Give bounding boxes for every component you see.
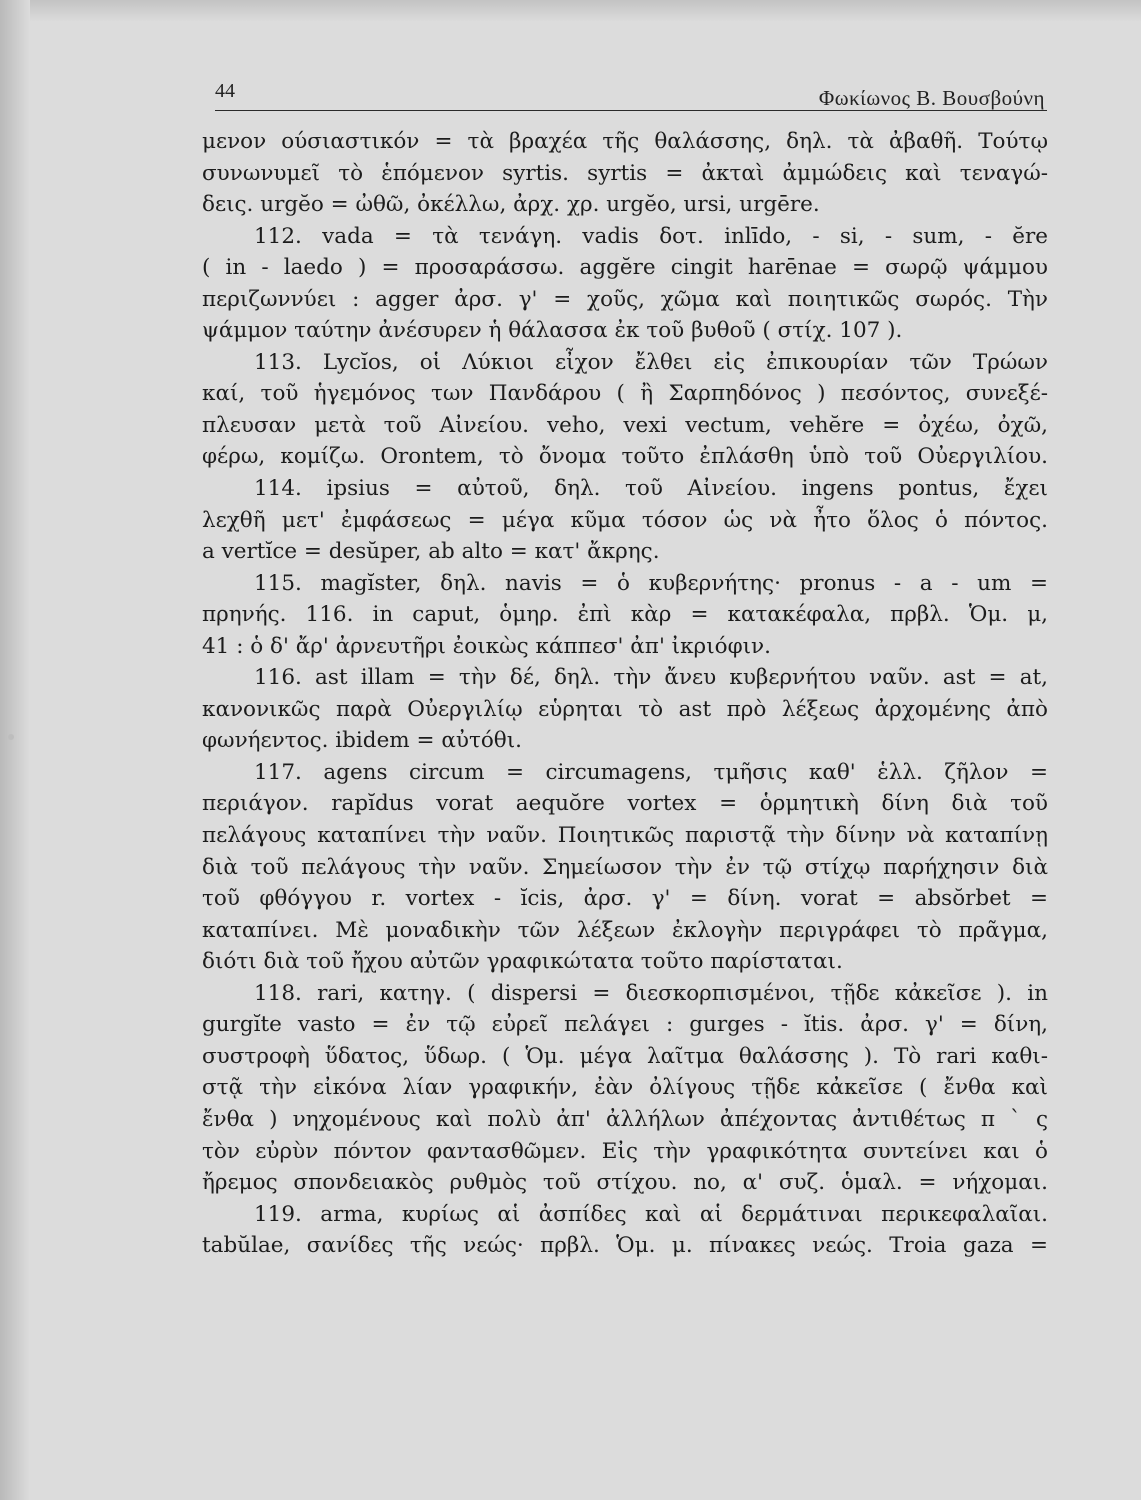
text-line: 119. arma, κυρίως αἱ ἀσπίδες καὶ αἱ δερμάτιναι περικεφαλαῖαι. (254, 1201, 1048, 1227)
text-line: συνωνυμεῖ τὸ ἑπόμενον syrtis. syrtis = ἀκταὶ ἀμμώδεις καὶ τεναγώ- (202, 160, 1048, 186)
text-line: μενον ούσιαστικόν = τὰ βραχέα τῆς θαλάσσης, δηλ. τὰ ἀβαθῆ. Τούτῳ (202, 129, 1048, 154)
text-line: gurgĭte vasto = ἐν τῷ εὐρεῖ πελάγει : gurges - ĭtis. ἀρσ. γ' = δίνη, (202, 1012, 1048, 1038)
text-line: tabŭlae, σανίδες τῆς νεώς· πρβλ. Ὁμ. μ. πίνακες νεώς. Troia gaza = (202, 1233, 1048, 1259)
text-line: ( in - laedo ) = προσαράσσω. aggĕre cingit harēnae = σωρῷ ψάμμου (202, 255, 1048, 281)
text-line: a vertĭce = desŭper, ab alto = κατ' ἄκρης. (202, 539, 660, 565)
text-line: 116. ast illam = τὴν δέ, δηλ. τὴν ἄνευ κυβερνήτου ναῦν. ast = at, (254, 665, 1048, 691)
text-line: ἔνθα ) νηχομένους καὶ πολὺ ἀπ' ἀλλήλων ἀπέχοντας ἀντιθέτως π ` ς (202, 1106, 1048, 1132)
text-line: 117. agens circum = circumagens, τμῆσις καθ' ἑλλ. ζῆλον = (254, 759, 1048, 785)
text-line: φωνήεντος. ibidem = αὐτόθι. (202, 728, 523, 754)
text-line: διὰ τοῦ πελάγους τὴν ναῦν. Σημείωσον τὴν ἐν τῷ στίχῳ παρήχησιν διὰ (202, 854, 1048, 880)
margin-speck (8, 734, 14, 740)
text-line: τὸν εὐρὺν πόντον φαντασθῶμεν. Εἰς τὴν γραφικότητα συντείνει και ὁ (202, 1138, 1048, 1164)
text-line: 41 : ὁ δ' ἄρ' ἀρνευτῆρι ἐοικὼς κάππεσ' ἀπ' ἰκριόφιν. (202, 633, 771, 659)
text-line: 112. vada = τὰ τενάγη. vadis δοτ. inlīdo, - si, - sum, - ĕre (254, 223, 1048, 249)
running-title: Φωκίωνος Β. Βουσβούνη (818, 86, 1045, 110)
text-line: διότι διὰ τοῦ ἤχου αὐτῶν γραφικώτατα τοῦτο παρίσταται. (202, 949, 843, 975)
text-line: καταπίνει. Μὲ μοναδικὴν τῶν λέξεων ἐκλογὴν περιγράφει τὸ πρᾶγμα, (202, 917, 1048, 943)
text-line: κανονικῶς παρὰ Οὐεργιλίῳ εὑρηται τὸ ast πρὸ λέξεως ἀρχομένης ἀπὸ (202, 696, 1048, 722)
text-line: συστροφὴ ὕδατος, ὕδωρ. ( Ὁμ. μέγα λαῖτμα θαλάσσης ). Τὸ rari καθι- (202, 1043, 1048, 1069)
text-line: τοῦ φθόγγου r. vortex - ĭcis, ἀρσ. γ' = δίνη. vorat = absŏrbet = (202, 886, 1048, 912)
text-line: φέρω, κομίζω. Orontem, τὸ ὄνομα τοῦτο ἐπλάσθη ὑπὸ τοῦ Οὐεργιλίου. (202, 444, 1048, 470)
text-line: καί, τοῦ ἡγεμόνος των Πανδάρου ( ἢ Σαρπηδόνος ) πεσόντος, συνεξέ- (202, 381, 1048, 407)
text-line: λεχθῆ μετ' ἐμφάσεως = μέγα κῦμα τόσον ὡς νὰ ἦτο ὅλος ὁ πόντος. (202, 507, 1048, 533)
text-line: πρηνής. 116. in caput, ὁμηρ. ἐπὶ κὰρ = κατακέφαλα, πρβλ. Ὁμ. μ, (202, 602, 1048, 628)
body-text (202, 126, 1048, 1262)
text-line: ψάμμον ταύτην ἀνέσυρεν ἡ θάλασσα ἐκ τοῦ βυθοῦ ( στίχ. 107 ). (202, 318, 903, 344)
page-number: 44 (215, 80, 235, 102)
page-binding-shadow (0, 0, 30, 1500)
text-line: 114. ipsius = αὐτοῦ, δηλ. τοῦ Αἰνείου. ingens pontus, ἔχει (254, 476, 1048, 502)
text-line: πλευσαν μετὰ τοῦ Αἰνείου. veho, vexi vectum, vehĕre = ὀχέω, ὀχῶ, (202, 412, 1048, 438)
text-line: 115. magĭster, δηλ. navis = ὁ κυβερνήτης· pronus - a - um = (254, 570, 1048, 596)
page-top-shadow (0, 0, 1141, 22)
text-line: πελάγους καταπίνει τὴν ναῦν. Ποιητικῶς παριστᾷ τὴν δίνην νὰ καταπίνῃ (202, 823, 1048, 849)
page-header (215, 70, 1047, 111)
text-line: περιζωννύει : agger ἀρσ. γ' = χοῦς, χῶμα καὶ ποιητικῶς σωρός. Τὴν (202, 286, 1048, 312)
text-line: στᾷ τὴν εἰκόνα λίαν γραφικήν, ἐὰν ὀλίγους τῇδε κἀκεῖσε ( ἔνθα καὶ (202, 1075, 1048, 1101)
text-line: 118. rari, κατηγ. ( dispersi = διεσκορπισμένοι, τῇδε κἀκεῖσε ). in (254, 980, 1048, 1006)
text-line: δεις. urgĕo = ὠθῶ, ὀκέλλω, ἀρχ. χρ. urgĕo, ursi, urgēre. (202, 192, 820, 218)
text-line: ἤρεμος σπονδειακὸς ρυθμὸς τοῦ στίχου. no, α' συζ. ὁμαλ. = νήχομαι. (202, 1170, 1048, 1196)
text-line: περιάγον. rapĭdus vorat aequŏre vortex = ὁρμητικὴ δίνη διὰ τοῦ (202, 791, 1048, 817)
text-line: 113. Lycĭos, οἱ Λύκιοι εἶχον ἔλθει εἰς ἐπικουρίαν τῶν Τρώων (254, 349, 1048, 375)
